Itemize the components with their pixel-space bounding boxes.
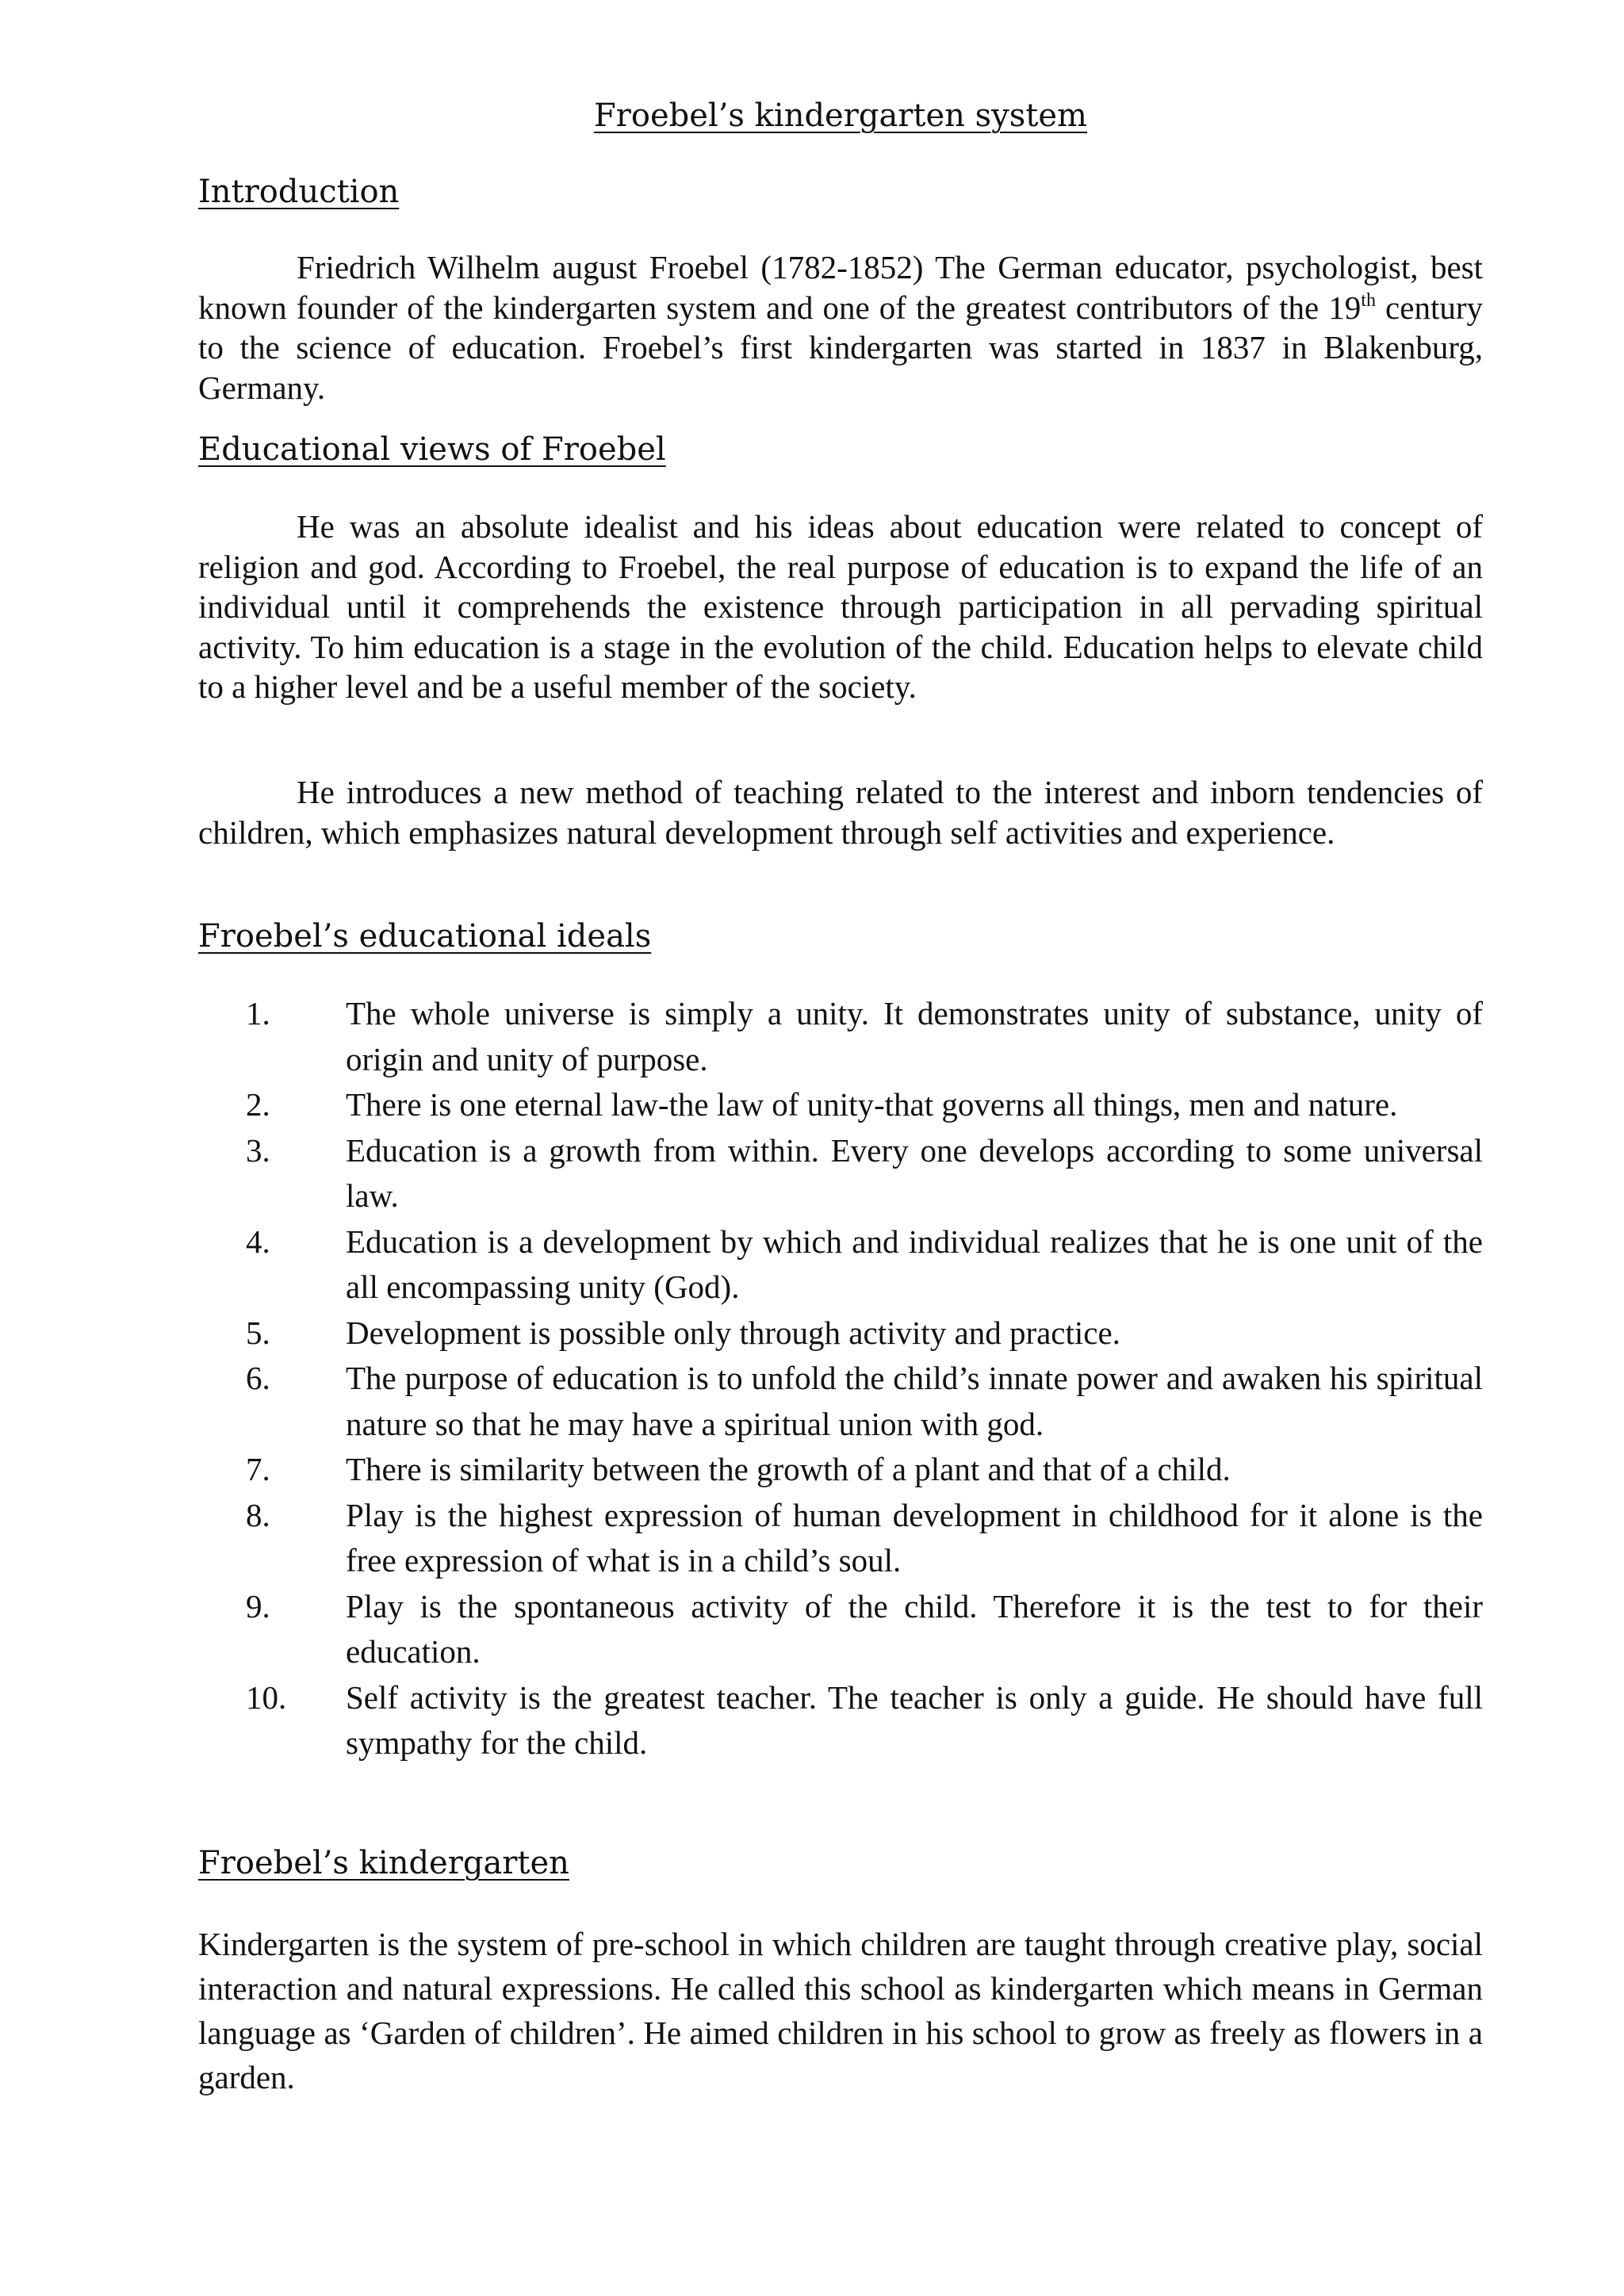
introduction-heading: Introduction [198, 174, 400, 210]
educational-views-paragraph-2: He introduces a new method of teaching related to the interest and inborn tendencies of children, which emphasizes natural development through self activities and experience. [198, 774, 1483, 851]
list-item-number: 1. [246, 995, 270, 1031]
list-item [198, 1082, 1483, 1128]
list-item [198, 1356, 1483, 1447]
list-item-text: There is one eternal law-the law of unity-that governs all things, men and nature. [346, 1086, 1398, 1123]
list-item-number: 3. [246, 1131, 270, 1169]
list-item [198, 1493, 1483, 1584]
kindergarten-heading: Froebel’s kindergarten [198, 1845, 569, 1881]
list-item [198, 1584, 1483, 1675]
ideals-list [198, 991, 1483, 1766]
list-item-number: 4. [246, 1223, 270, 1260]
list-item [198, 1447, 1483, 1493]
list-item-number: 8. [246, 1496, 270, 1533]
list-item [198, 991, 1483, 1082]
list-item-text: The purpose of education is to unfold the child’s innate power and awaken his spiritual nature so that he may have a spiritual union with god. [346, 1360, 1483, 1442]
list-item-text: Education is a growth from within. Every one develops according to some universal law. [346, 1131, 1483, 1214]
list-item-number: 6. [246, 1360, 270, 1396]
list-item-text: Self activity is the greatest teacher. The teacher is only a guide. He should have full sympathy for the child. [346, 1678, 1483, 1761]
list-item [198, 1219, 1483, 1311]
ordinal-superscript: th [1361, 289, 1376, 311]
list-item [198, 1311, 1483, 1357]
list-item-number: 9. [246, 1587, 270, 1624]
list-item [198, 1128, 1483, 1219]
introduction-text-start: Friedrich Wilhelm august Froebel (1782-1852) The German educator, psychologist, best known founder of the kindergarten system and one of the greatest contributors of the 19 [198, 249, 1483, 326]
ideals-heading: Froebel’s educational ideals [198, 918, 652, 955]
list-item-text: Development is possible only through activity and practice. [346, 1314, 1120, 1351]
list-item-number: 7. [246, 1451, 270, 1487]
educational-views-heading: Educational views of Froebel [198, 431, 666, 468]
list-item-text: There is similarity between the growth of a plant and that of a child. [346, 1451, 1231, 1487]
educational-views-paragraph-1: He was an absolute idealist and his ideas about education were related to concept of religion and god. According to Froebel, the real purpose of education is to expand the life of an individual until it comprehends the existence through participation in all pervading spiritual activity. To him education is a stage in the evolution of the child. Education helps to elevate child to a higher level and be a useful member of the society. [198, 508, 1483, 705]
kindergarten-paragraph: Kindergarten is the system of pre-school in which children are taught through creative play, social interaction and natural expressions. He called this school as kindergarten which means in German language as ‘Garden of children’. He aimed children in his school to grow as freely as flowers in a garden. [198, 1926, 1483, 2095]
list-item-number: 10. [246, 1678, 287, 1716]
list-item-number: 5. [246, 1314, 270, 1351]
list-item-number: 2. [246, 1086, 270, 1123]
list-item-text: The whole universe is simply a unity. It demonstrates unity of substance, unity of origin and unity of purpose. [346, 995, 1483, 1077]
introduction-paragraph [198, 247, 1483, 408]
list-item-text: Play is the spontaneous activity of the child. Therefore it is the test to for their education. [346, 1587, 1483, 1670]
page-title: Froebel’s kindergarten system [594, 98, 1087, 134]
introduction-text-end: century to the science of education. Froebel’s first kindergarten was started in 1837 in Blakenburg, Germany. [198, 289, 1483, 406]
list-item-text: Education is a development by which and individual realizes that he is one unit of the all encompassing unity (God). [346, 1223, 1483, 1305]
list-item-text: Play is the highest expression of human development in childhood for it alone is the free expression of what is in a child’s soul. [346, 1496, 1483, 1578]
list-item [198, 1675, 1483, 1766]
